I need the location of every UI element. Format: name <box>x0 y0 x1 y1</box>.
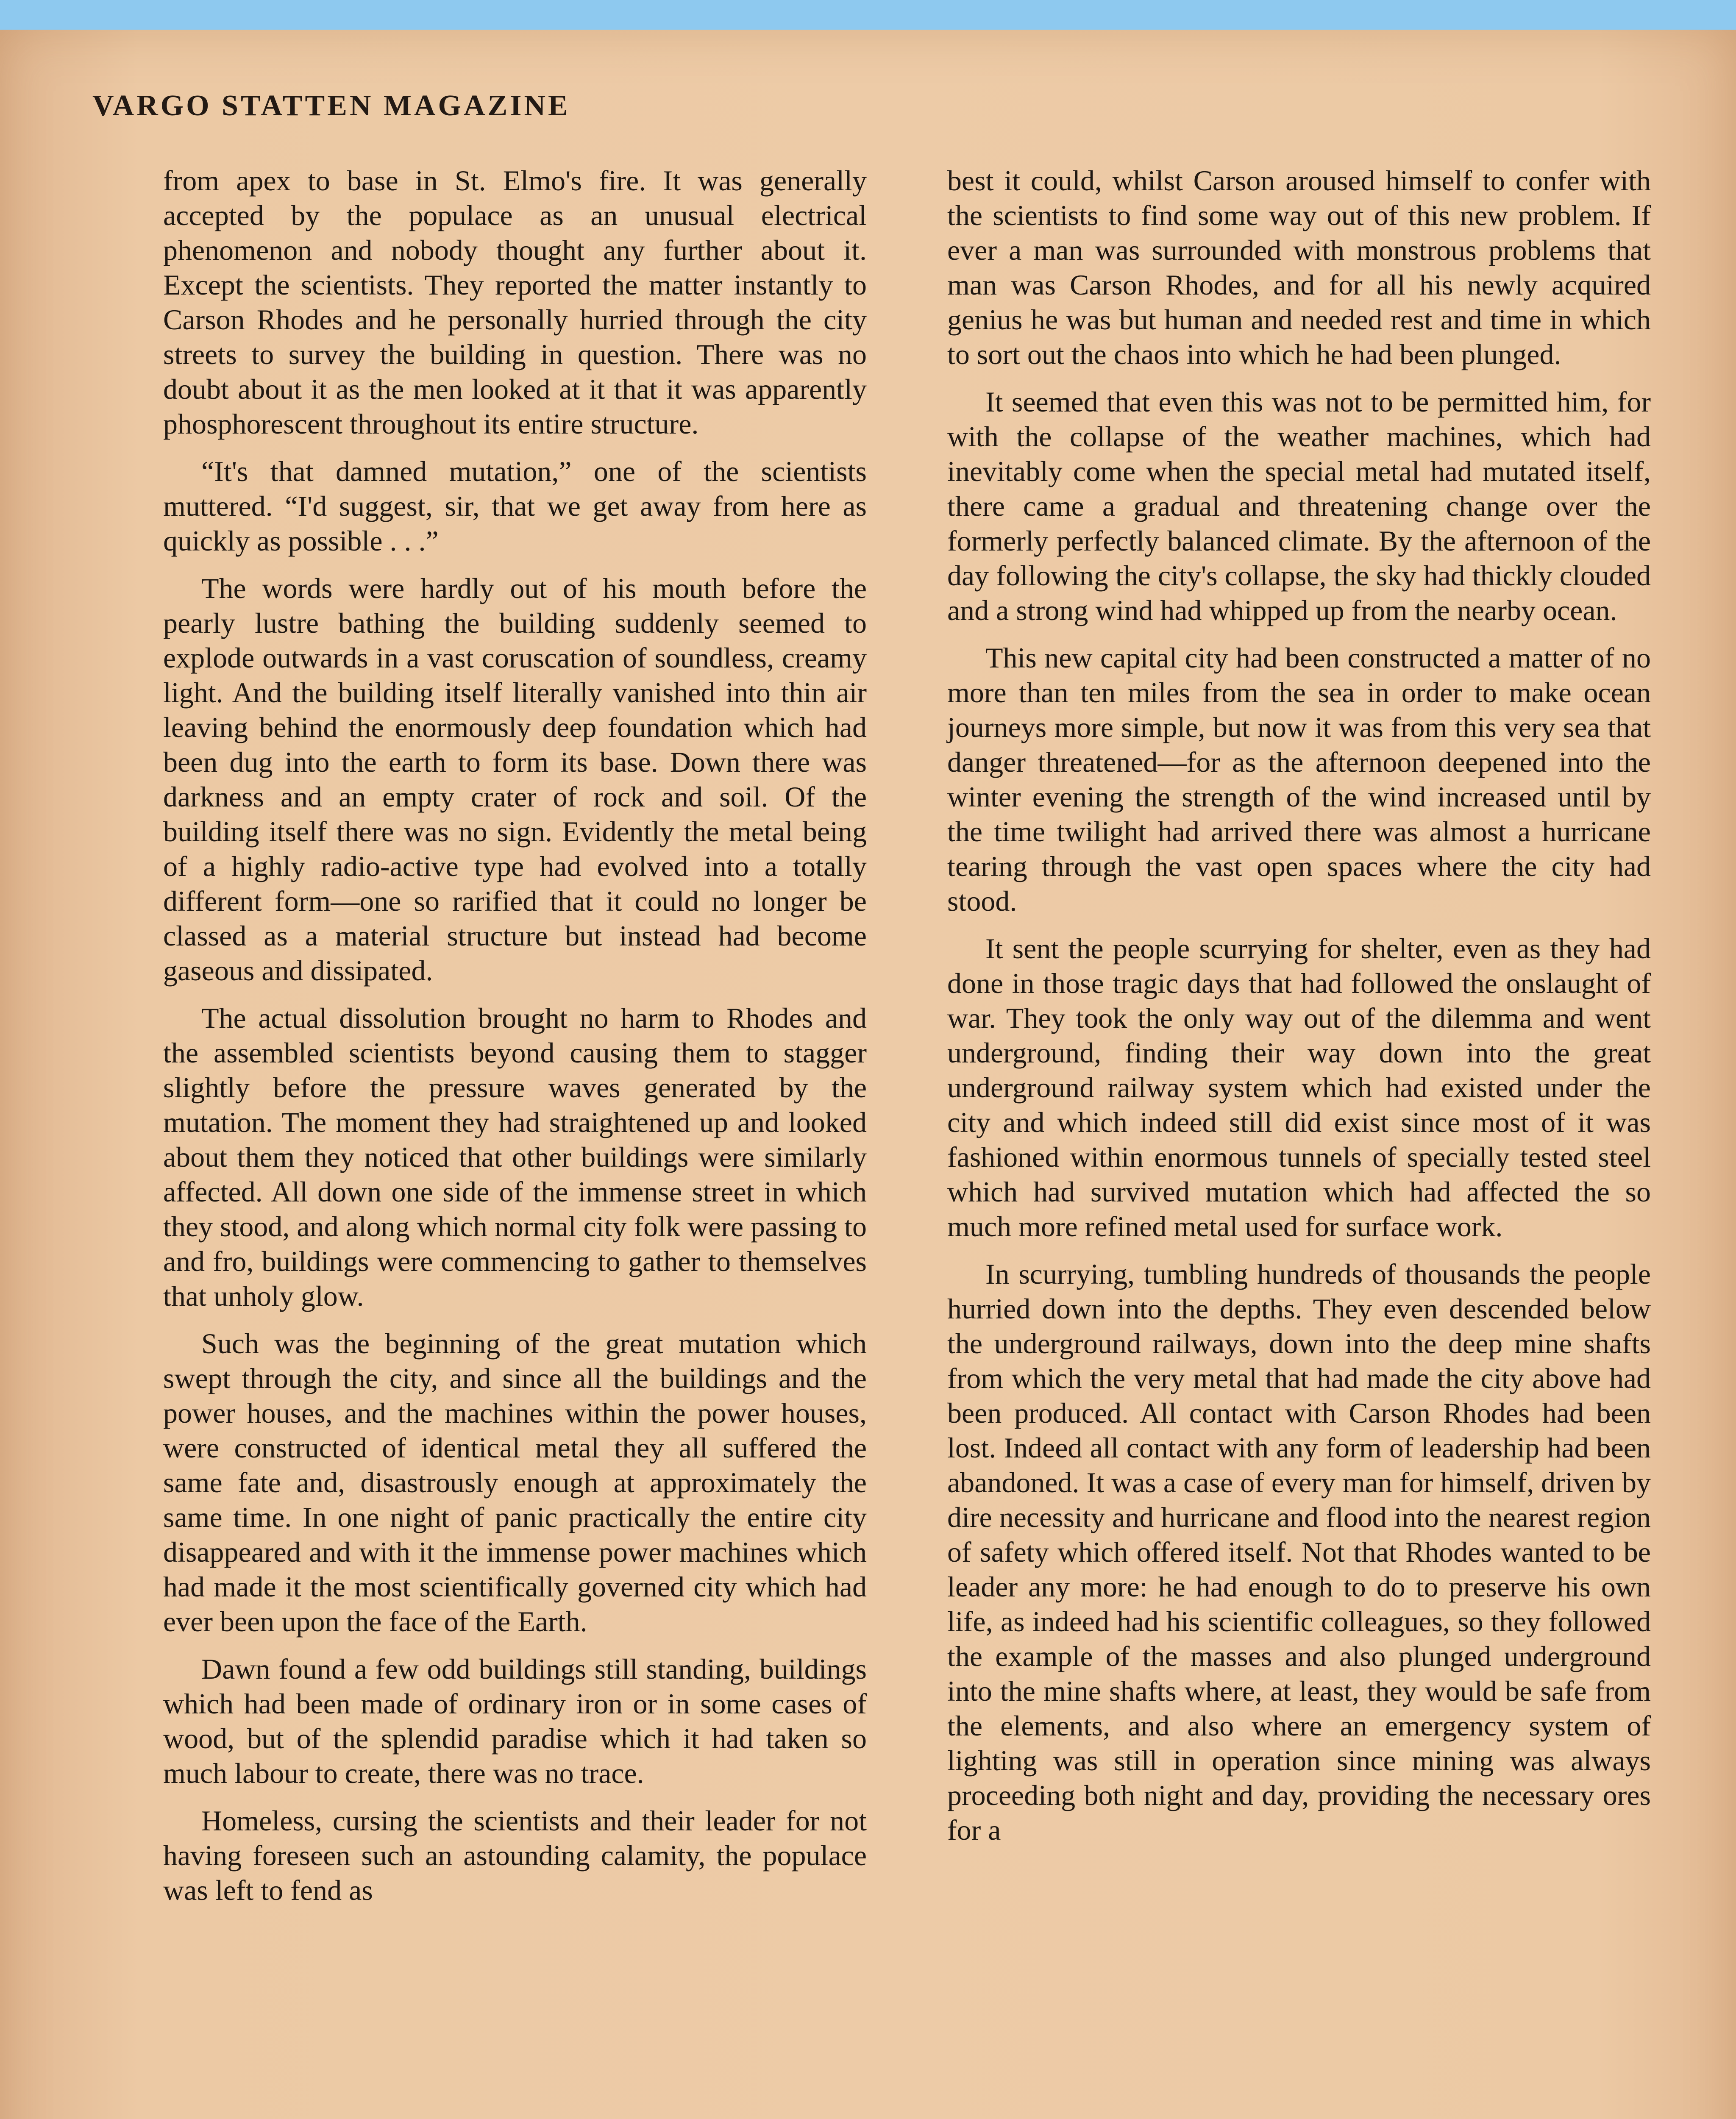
paragraph: “It's that damned mutation,” one of the scientists muttered. “I'd suggest, sir, that we get away from here as quickly as possible . . .” <box>163 455 867 557</box>
paragraph: The words were hardly out of his mouth before the pearly lustre bathing the building suddenly seemed to explode outwards in a vast coruscation of soundless, creamy light. And the building itself literally vanished into thin air leaving behind the enormously deep foundation which had been dug into the earth to form its base. Down there was darkness and an empty crater of rock and soil. Of the building itself there was no sign. Evidently the metal being of a highly radio-active type had evolved into a totally different form—one so rarified that it could no longer be classed as a material structure but instead had become gaseous and dissipated. <box>163 572 867 987</box>
running-header: VARGO STATTEN MAGAZINE <box>92 89 570 122</box>
paragraph: Dawn found a few odd buildings still standing, buildings which had been made of ordinary iron or in some cases of wood, but of the splendid paradise which it had taken so much labour to create, there was no trace. <box>163 1653 867 1789</box>
magazine-page <box>0 30 1736 2119</box>
paragraph: In scurrying, tumbling hundreds of thousands the people hurried down into the depths. They even descended below the underground railways, down into the deep mine shafts from which the very metal that had made the city above had been produced. All contact with Carson Rhodes had been lost. Indeed all contact with any form of leadership had been abandoned. It was a case of every man for himself, driven by dire necessity and hurricane and flood into the nearest region of safety which offered itself. Not that Rhodes wanted to be leader any more: he had enough to do to preserve his own life, as indeed had his scientific colleagues, so they followed the example of the masses and also plunged underground into the mine shafts where, at least, they would be safe from the elements, and also where an emergency system of lighting was still in operation since mining was always proceeding both night and day, providing the necessary ores for a <box>947 1258 1651 1846</box>
right-column <box>947 163 1651 1860</box>
paragraph: The actual dissolution brought no harm to Rhodes and the assembled scientists beyond causing them to stagger slightly before the pressure waves generated by the mutation. The moment they had straightened up and looked about them they noticed that other buildings were similarly affected. All down one side of the immense street in which they stood, and along which normal city folk were passing to and fro, buildings were commencing to gather to themselves that unholy glow. <box>163 1002 867 1312</box>
paragraph: It sent the people scurrying for shelter, even as they had done in those tragic days that had followed the onslaught of war. They took the only way out of the dilemma and went underground, finding their way down into the great underground railway system which had existed under the city and which indeed still did exist since most of it was fashioned within enormous tunnels of specially tested steel which had survived mutation which had affected the so much more refined metal used for surface work. <box>947 932 1651 1243</box>
paragraph: from apex to base in St. Elmo's fire. It was generally accepted by the populace as an unusual electrical phenomenon and nobody thought any further about it. Except the scientists. They reported the matter instantly to Carson Rhodes and he personally hurried through the city streets to survey the building in question. There was no doubt about it as the men looked at it that it was apparently phosphorescent throughout its entire structure. <box>163 164 867 440</box>
paragraph: Homeless, cursing the scientists and their leader for not having foreseen such an astounding calamity, the populace was left to fend as <box>163 1805 867 1906</box>
left-column <box>163 163 867 1920</box>
paragraph: It seemed that even this was not to be permitted him, for with the collapse of the weather machines, which had inevitably come when the special metal had mutated itself, there came a gradual and threatening change over the formerly perfectly balanced climate. By the afternoon of the day following the city's collapse, the sky had thickly clouded and a strong wind had whipped up from the nearby ocean. <box>947 386 1651 626</box>
paragraph: This new capital city had been constructed a matter of no more than ten miles from the sea in order to make ocean journeys more simple, but now it was from this very sea that danger threatened—for as the afternoon deepened into the winter evening the strength of the wind increased until by the time twilight had arrived there was almost a hurricane tearing through the vast open spaces where the city had stood. <box>947 642 1651 917</box>
paragraph: best it could, whilst Carson aroused himself to confer with the scientists to find some way out of this new problem. If ever a man was surrounded with monstrous problems that man was Carson Rhodes, and for all his newly acquired genius he was but human and needed rest and time in which to sort out the chaos into which he had been plunged. <box>947 164 1651 370</box>
paragraph: Such was the beginning of the great mutation which swept through the city, and since all the buildings and the power houses, and the machines within the power houses, were constructed of identical metal they all suffered the same fate and, disastrously enough at approximately the same time. In one night of panic practically the entire city disappeared and with it the immense power machines which had made it the most scientifically governed city which had ever been upon the face of the Earth. <box>163 1327 867 1638</box>
